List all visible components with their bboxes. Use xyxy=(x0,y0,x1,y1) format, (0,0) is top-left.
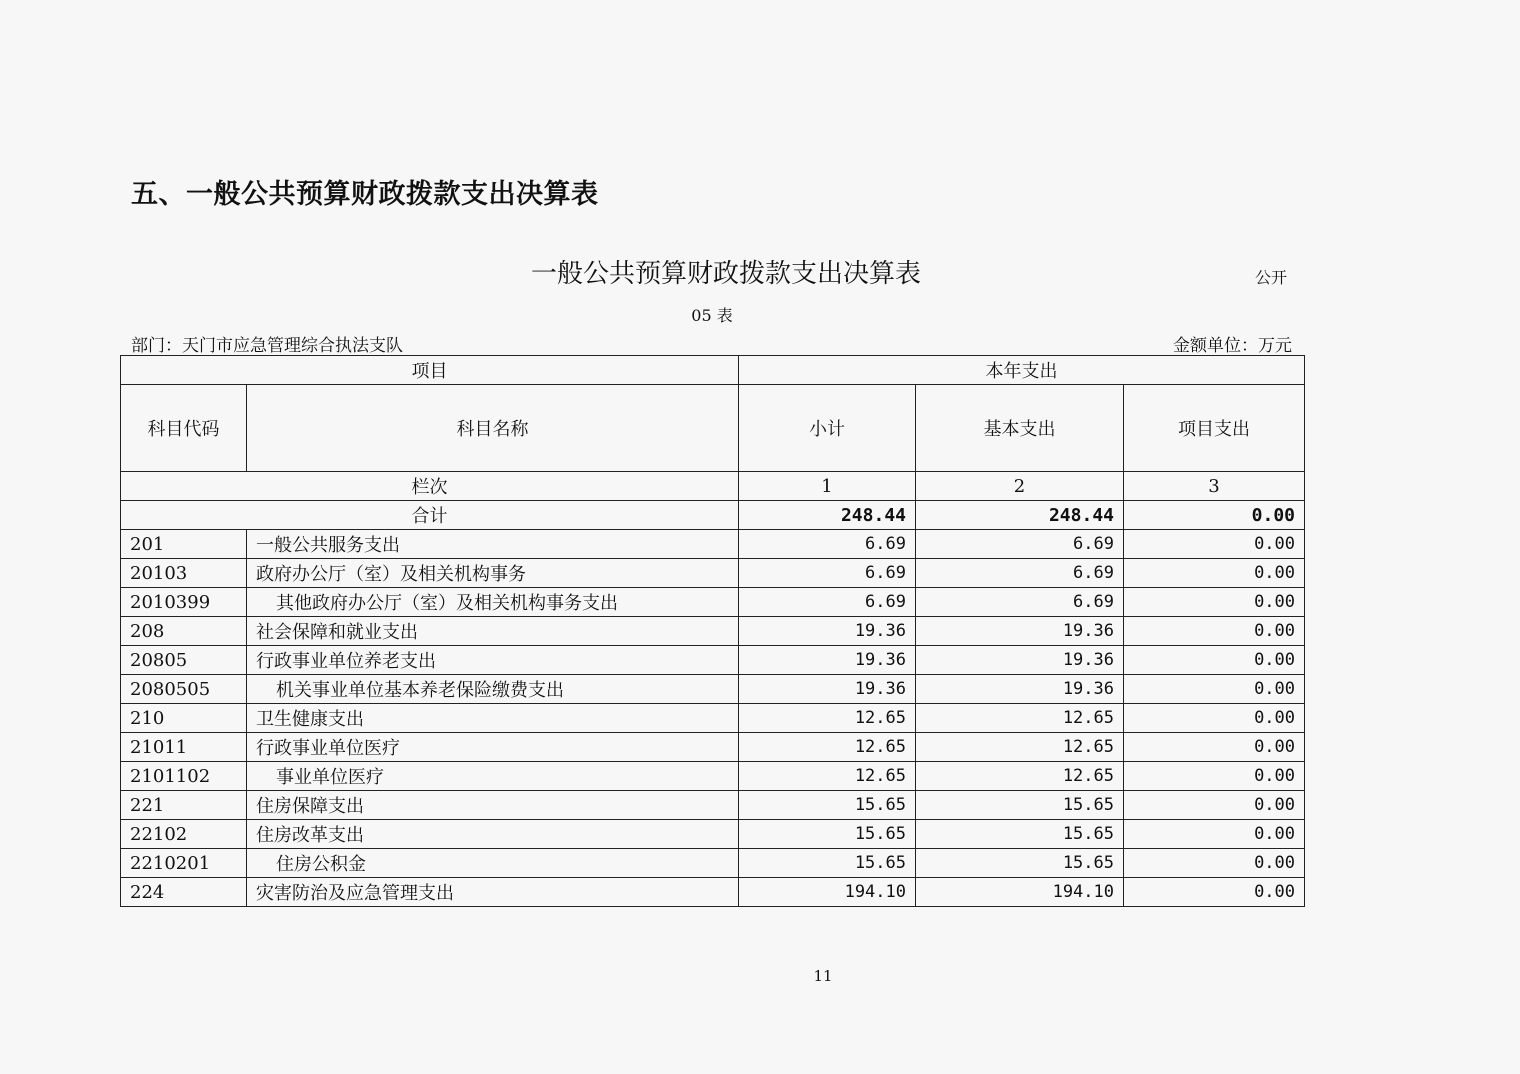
row-basic: 12.65 xyxy=(916,733,1124,762)
row-project: 0.00 xyxy=(1124,617,1305,646)
table-row xyxy=(121,820,1305,849)
total-label: 合计 xyxy=(121,501,739,530)
table-number: 05 表 xyxy=(691,306,733,325)
header-project: 项目 xyxy=(121,356,739,385)
row-project: 0.00 xyxy=(1124,820,1305,849)
table-row xyxy=(121,849,1305,878)
table-row xyxy=(121,617,1305,646)
row-name: 灾害防治及应急管理支出 xyxy=(247,878,739,907)
row-subtotal: 6.69 xyxy=(739,588,916,617)
public-mark: 公开 xyxy=(1255,268,1288,287)
section-heading: 五、一般公共预算财政拨款支出决算表 xyxy=(131,179,599,210)
header-subtotal: 小计 xyxy=(739,385,916,472)
table-row xyxy=(121,646,1305,675)
row-code: 21011 xyxy=(121,733,247,762)
row-name: 住房保障支出 xyxy=(247,791,739,820)
row-basic: 12.65 xyxy=(916,762,1124,791)
table-row xyxy=(121,704,1305,733)
total-subtotal: 248.44 xyxy=(739,501,916,530)
total-basic: 248.44 xyxy=(916,501,1124,530)
row-project: 0.00 xyxy=(1124,588,1305,617)
row-project: 0.00 xyxy=(1124,675,1305,704)
row-name: 住房改革支出 xyxy=(247,820,739,849)
row-name xyxy=(247,588,739,617)
row-code: 2010399 xyxy=(121,588,247,617)
row-project: 0.00 xyxy=(1124,791,1305,820)
table-row xyxy=(121,791,1305,820)
row-basic: 19.36 xyxy=(916,646,1124,675)
column-number-row xyxy=(121,472,1305,501)
row-code: 2101102 xyxy=(121,762,247,791)
row-code: 2210201 xyxy=(121,849,247,878)
row-name: 卫生健康支出 xyxy=(247,704,739,733)
header-row-2 xyxy=(121,385,1305,472)
row-code: 210 xyxy=(121,704,247,733)
expenditure-table xyxy=(120,355,1305,907)
header-current-year: 本年支出 xyxy=(739,356,1305,385)
row-project: 0.00 xyxy=(1124,646,1305,675)
row-project: 0.00 xyxy=(1124,559,1305,588)
row-code: 221 xyxy=(121,791,247,820)
row-code: 201 xyxy=(121,530,247,559)
row-subtotal: 15.65 xyxy=(739,849,916,878)
row-project: 0.00 xyxy=(1124,530,1305,559)
row-name xyxy=(247,675,739,704)
column-number-1: 1 xyxy=(739,472,916,501)
row-name: 一般公共服务支出 xyxy=(247,530,739,559)
row-project: 0.00 xyxy=(1124,878,1305,907)
row-code: 20103 xyxy=(121,559,247,588)
row-basic: 6.69 xyxy=(916,588,1124,617)
table-row xyxy=(121,733,1305,762)
row-basic: 12.65 xyxy=(916,704,1124,733)
row-subtotal: 12.65 xyxy=(739,762,916,791)
row-subtotal: 194.10 xyxy=(739,878,916,907)
row-code: 224 xyxy=(121,878,247,907)
row-name-text: 住房公积金 xyxy=(276,854,366,875)
row-name-text: 机关事业单位基本养老保险缴费支出 xyxy=(276,680,564,701)
table-title: 一般公共预算财政拨款支出决算表 xyxy=(530,259,921,289)
row-subtotal: 12.65 xyxy=(739,704,916,733)
page-number: 11 xyxy=(813,967,833,985)
amount-unit-label: 金额单位：万元 xyxy=(1173,336,1292,356)
table-row xyxy=(121,762,1305,791)
header-row-1 xyxy=(121,356,1305,385)
header-code: 科目代码 xyxy=(121,385,247,472)
row-name: 政府办公厅（室）及相关机构事务 xyxy=(247,559,739,588)
total-project: 0.00 xyxy=(1124,501,1305,530)
row-name-text: 其他政府办公厅（室）及相关机构事务支出 xyxy=(276,593,618,614)
row-name: 社会保障和就业支出 xyxy=(247,617,739,646)
row-basic: 6.69 xyxy=(916,559,1124,588)
row-basic: 15.65 xyxy=(916,849,1124,878)
header-basic: 基本支出 xyxy=(916,385,1124,472)
row-subtotal: 19.36 xyxy=(739,646,916,675)
table-row xyxy=(121,588,1305,617)
table-row xyxy=(121,675,1305,704)
row-code: 2080505 xyxy=(121,675,247,704)
row-basic: 19.36 xyxy=(916,675,1124,704)
row-subtotal: 19.36 xyxy=(739,675,916,704)
row-subtotal: 19.36 xyxy=(739,617,916,646)
column-number-3: 3 xyxy=(1124,472,1305,501)
row-subtotal: 6.69 xyxy=(739,559,916,588)
row-project: 0.00 xyxy=(1124,849,1305,878)
table-row xyxy=(121,559,1305,588)
header-name: 科目名称 xyxy=(247,385,739,472)
row-basic: 19.36 xyxy=(916,617,1124,646)
row-project: 0.00 xyxy=(1124,762,1305,791)
row-code: 22102 xyxy=(121,820,247,849)
department-label: 部门：天门市应急管理综合执法支队 xyxy=(131,336,403,356)
row-basic: 194.10 xyxy=(916,878,1124,907)
row-name xyxy=(247,762,739,791)
column-label: 栏次 xyxy=(121,472,739,501)
total-row xyxy=(121,501,1305,530)
header-project-expense: 项目支出 xyxy=(1124,385,1305,472)
row-name xyxy=(247,849,739,878)
row-basic: 15.65 xyxy=(916,820,1124,849)
row-code: 20805 xyxy=(121,646,247,675)
row-project: 0.00 xyxy=(1124,704,1305,733)
row-name: 行政事业单位医疗 xyxy=(247,733,739,762)
row-name-text: 事业单位医疗 xyxy=(276,767,384,788)
table-row xyxy=(121,878,1305,907)
row-subtotal: 15.65 xyxy=(739,820,916,849)
row-code: 208 xyxy=(121,617,247,646)
row-basic: 6.69 xyxy=(916,530,1124,559)
row-name: 行政事业单位养老支出 xyxy=(247,646,739,675)
column-number-2: 2 xyxy=(916,472,1124,501)
row-subtotal: 6.69 xyxy=(739,530,916,559)
row-subtotal: 15.65 xyxy=(739,791,916,820)
table-row xyxy=(121,530,1305,559)
row-project: 0.00 xyxy=(1124,733,1305,762)
row-basic: 15.65 xyxy=(916,791,1124,820)
row-subtotal: 12.65 xyxy=(739,733,916,762)
